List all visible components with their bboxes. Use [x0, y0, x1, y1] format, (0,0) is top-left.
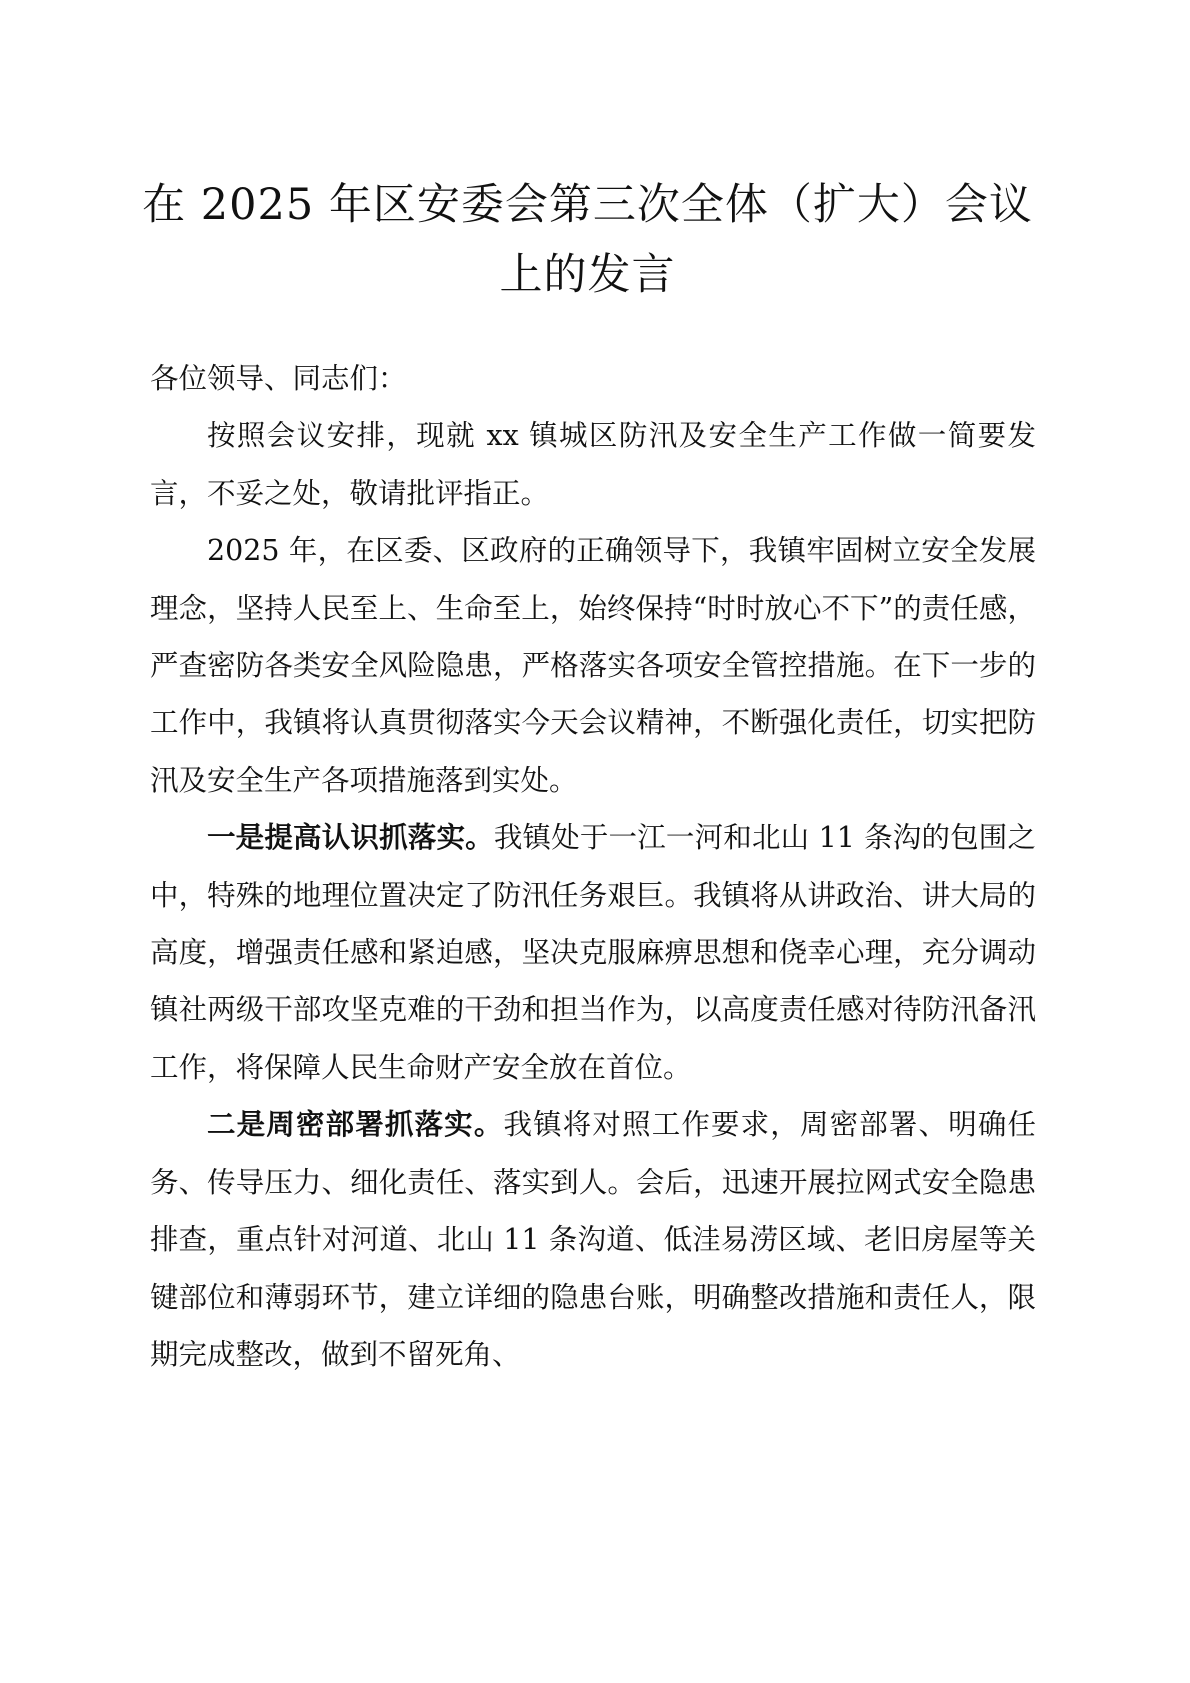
paragraph-text: 我镇将对照工作要求，周密部署、明确任务、传导压力、细化责任、落实到人。会后，迅速开展拉网式安全隐患排查，重点针对河道、北山 11 条沟道、低洼易涝区域、老旧房屋等关键部位和薄弱环节，建立详细的隐患台账，明确整改措施和责任人，限期完成整改，做到不留死角、 — [150, 1108, 1036, 1371]
document-body — [150, 350, 1036, 1383]
document-title — [140, 170, 1035, 310]
paragraph-overview — [150, 522, 1036, 809]
paragraph-point-two — [150, 1096, 1036, 1383]
paragraph-intro — [150, 407, 1036, 522]
paragraph-point-one — [150, 809, 1036, 1096]
paragraph-text: 按照会议安排，现就 xx 镇城区防汛及安全生产工作做一简要发言，不妥之处，敬请批评指正。 — [150, 419, 1036, 510]
paragraph-text: 我镇处于一江一河和北山 11 条沟的包围之中，特殊的地理位置决定了防汛任务艰巨。我镇将从讲政治、讲大局的高度，增强责任感和紧迫感，坚决克服麻痹思想和侥幸心理，充分调动镇社两级干部攻坚克难的干劲和担当作为，以高度责任感对待防汛备汛工作，将保障人民生命财产安全放在首位。 — [150, 821, 1036, 1084]
paragraph-lead: 一是提高认识抓落实。 — [207, 820, 494, 855]
title-line-2: 上的发言 — [499, 250, 676, 300]
paragraph-text: 2025 年，在区委、区政府的正确领导下，我镇牢固树立安全发展理念，坚持人民至上、生命至上，始终保持“时时放心不下”的责任感，严查密防各类安全风险隐患，严格落实各项安全管控措施。在下一步的工作中，我镇将认真贯彻落实今天会议精神，不断强化责任，切实把防汛及安全生产各项措施落到实处。 — [150, 534, 1036, 797]
paragraph-lead: 二是周密部署抓落实。 — [207, 1107, 504, 1142]
salutation: 各位领导、同志们： — [150, 362, 407, 395]
title-line-1: 在 2025 年区安委会第三次全体（扩大）会议 — [142, 180, 1033, 230]
